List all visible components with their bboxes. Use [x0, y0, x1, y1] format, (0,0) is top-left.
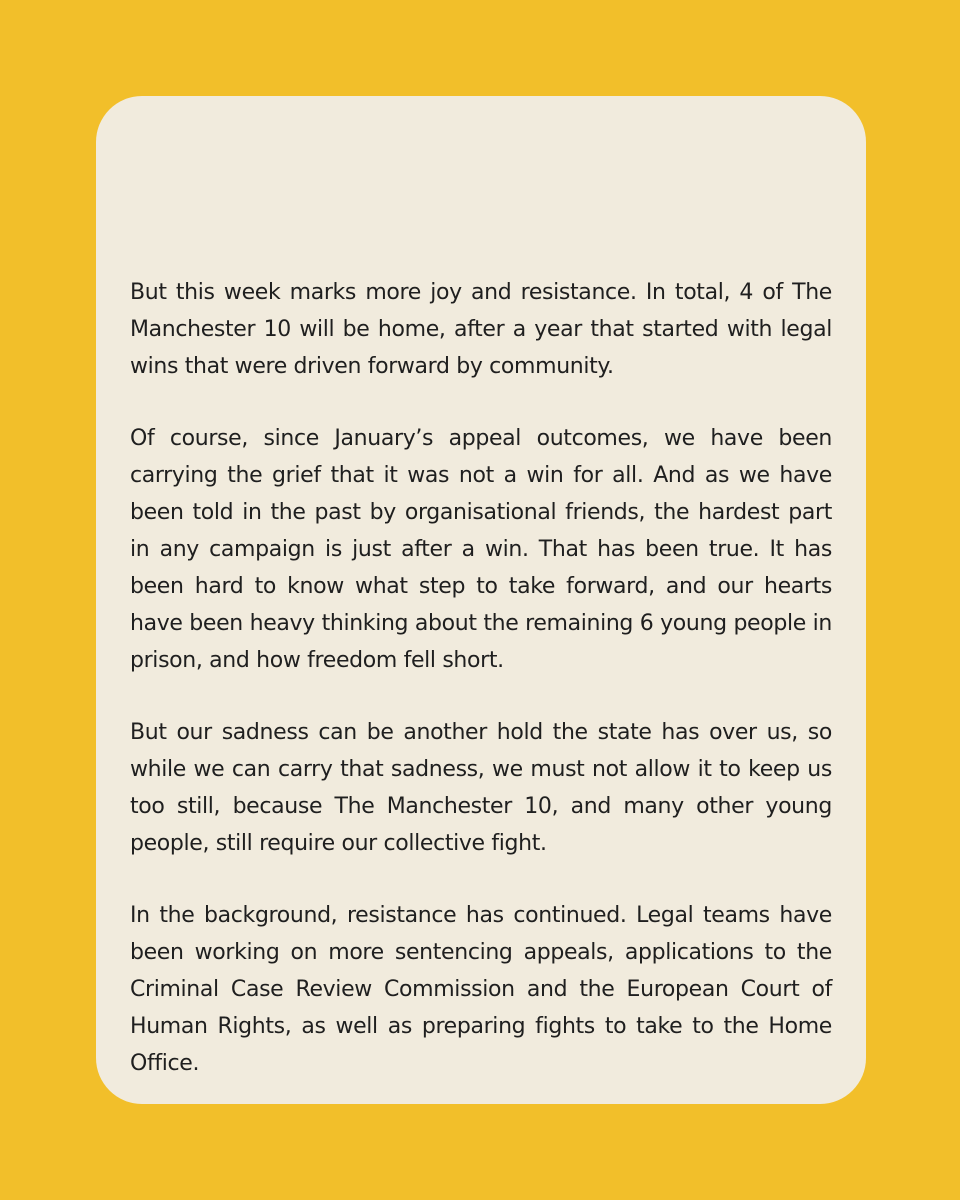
paragraph-joy-resistance: But this week marks more joy and resistance. In total, 4 of The Manchester 10 will be home, after a year that started with legal wins that were driven forward by community.	[130, 280, 832, 379]
paragraph-sadness: But our sadness can be another hold the state has over us, so while we can carry that sadness, we must not allow it to keep us too still, because The Manchester 10, and many other young people, still require our collective fight.	[130, 720, 832, 856]
paragraph-background-resistance: In the background, resistance has continued. Legal teams have been working on more sentencing appeals, applications to the Criminal Case Review Commission and the European Court of Human Rights, as well as preparing fights to take to the Home Office.	[130, 903, 832, 1076]
paragraph-grief: Of course, since January’s appeal outcomes, we have been carrying the grief that it was not a win for all. And as we have been told in the past by organisational friends, the hardest part in any campaign is just after a win. That has been true. It has been hard to know what step to take forward, and our hearts have been heavy thinking about the remaining 6 young people in prison, and how freedom fell short.	[130, 426, 832, 673]
text-card	[96, 96, 866, 1104]
